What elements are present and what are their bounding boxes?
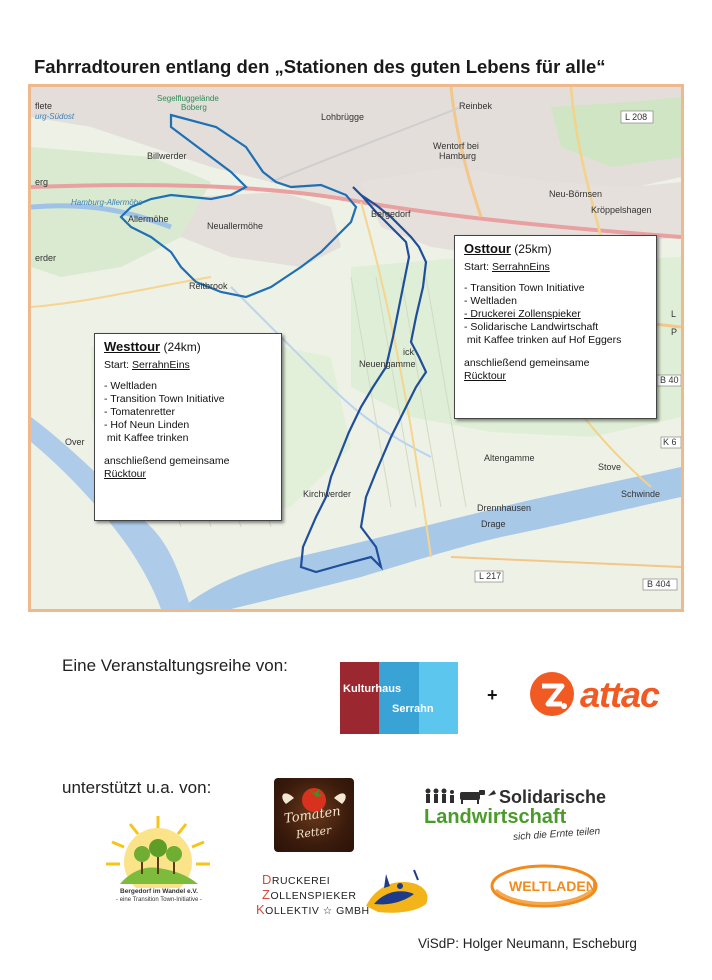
druckerei-initial: D xyxy=(262,872,272,887)
osttour-closing: anschließend gemeinsame xyxy=(464,357,590,369)
map-label-allermoehe: Allermöhe xyxy=(128,214,169,224)
organizers-label: Eine Veranstaltungsreihe von: xyxy=(62,656,288,675)
map-label-ick: ick xyxy=(403,347,414,357)
map-label-altengamme: Altengamme xyxy=(484,453,535,463)
weltladen-logo-text: WELTLADEN xyxy=(509,878,596,894)
map-label-reinbek: Reinbek xyxy=(459,101,493,111)
map-label-lohbruegge: Lohbrügge xyxy=(321,112,365,122)
westtour-heading xyxy=(104,340,272,354)
kulturhaus-logo-lightblue-block xyxy=(419,662,458,734)
druckerei-logo-line1 xyxy=(262,872,330,887)
westtour-station: - Tomatenretter xyxy=(104,406,176,418)
westtour-station-list xyxy=(104,380,272,445)
westtour-start-prefix: Start: xyxy=(104,359,133,371)
supporters-label: unterstützt u.a. von: xyxy=(62,778,212,797)
westtour-start xyxy=(104,359,272,372)
osttour-start xyxy=(464,261,647,274)
map-label-l217: L 217 xyxy=(479,571,502,581)
kulturhaus-serrahn-logo xyxy=(340,662,458,734)
map-label-erg: erg xyxy=(35,177,49,187)
solidarische-landwirtschaft-subtitle: Landwirtschaft xyxy=(424,806,567,828)
westtour-box xyxy=(94,333,282,521)
map-label-schwinde: Schwinde xyxy=(621,489,661,499)
map-label-k6: K 6 xyxy=(663,437,677,447)
tomatenretter-text: Retter xyxy=(295,823,333,842)
route-map xyxy=(28,84,684,612)
bergedorf-im-wandel-caption: Bergedorf im Wandel e.V. xyxy=(120,888,198,895)
map-label-l: L xyxy=(671,309,677,319)
osttour-station: mit Kaffee trinken auf Hof Eggers xyxy=(464,334,622,346)
map-label-neuengamme: Neuengamme xyxy=(359,359,416,369)
kulturhaus-logo-blue-block xyxy=(379,662,419,734)
westtour-station: - Transition Town Initiative xyxy=(104,393,225,405)
westtour-station: - Weltladen xyxy=(104,380,157,392)
osttour-start-prefix: Start: xyxy=(464,261,493,273)
druckerei-logo-line3 xyxy=(256,902,370,917)
map-label-boberg: Boberg xyxy=(181,103,207,112)
map-label-drennhausen: Drennhausen xyxy=(477,503,532,513)
osttour-station: - Solidarische Landwirtschaft xyxy=(464,321,599,333)
druckerei-bird-icon xyxy=(356,866,436,918)
map-label-billwerder: Billwerder xyxy=(147,151,187,161)
map-label-over: Over xyxy=(65,437,85,447)
map-label-erder: erder xyxy=(35,253,57,263)
visdp-footer: ViSdP: Holger Neumann, Escheburg xyxy=(418,936,637,951)
solidarische-landwirtschaft-slogan: sich die Ernte teilen xyxy=(512,825,601,844)
druckerei-logo-line2 xyxy=(262,887,356,902)
kulturhaus-logo-text: Serrahn xyxy=(392,703,434,715)
druckerei-word: RUCKEREI xyxy=(271,875,331,887)
osttour-station-list xyxy=(464,282,647,347)
osttour-station: - Transition Town Initiative xyxy=(464,282,585,294)
westtour-start-location: SerrahnEins xyxy=(132,359,190,371)
map-label-neuboernsen: Neu-Börnsen xyxy=(549,189,603,199)
map-label-hamburg-allermoehe: Hamburg-Allermöhe xyxy=(71,198,143,207)
map-label-reitbrook: Reitbrook xyxy=(189,281,228,291)
osttour-box xyxy=(454,235,657,419)
map-label-stove: Stove xyxy=(598,462,622,472)
map-label-drage: Drage xyxy=(481,519,506,529)
map-label-burg-suedost: urg-Südost xyxy=(35,112,75,121)
kulturhaus-logo-text: Kulturhaus xyxy=(343,683,402,695)
page-title: Fahrradtouren entlang den „Stationen des guten Lebens für alle“ xyxy=(34,56,606,77)
westtour-station: mit Kaffee trinken xyxy=(104,432,189,444)
map-label-l208: L 208 xyxy=(625,112,648,122)
osttour-station: - Weltladen xyxy=(464,295,517,307)
druckerei-initial: Z xyxy=(262,887,271,902)
westtour-ruecktour: Rücktour xyxy=(104,468,147,480)
attac-logo-text: attac xyxy=(580,674,660,715)
plus-sign: + xyxy=(487,685,498,705)
osttour-distance: (25km) xyxy=(514,242,552,256)
map-label-bergedorf: Bergedorf xyxy=(371,209,411,219)
westtour-closing: anschließend gemeinsame xyxy=(104,455,230,467)
westtour-name: Westtour xyxy=(104,339,161,354)
bergedorf-im-wandel-logo xyxy=(102,814,214,888)
osttour-ruecktour: Rücktour xyxy=(464,370,507,382)
druckerei-initial: K xyxy=(256,902,266,917)
kulturhaus-logo-red-block xyxy=(340,662,379,734)
map-label-hamburg: Hamburg xyxy=(439,151,477,161)
solidarische-landwirtschaft-title: Solidarische xyxy=(499,787,607,807)
attac-logo-icon xyxy=(528,670,576,718)
solawi-people-and-cow-icon xyxy=(424,786,498,806)
bergedorf-im-wandel-subcaption: - eine Transition Town-Initiative - xyxy=(116,897,202,903)
westtour-distance: (24km) xyxy=(163,340,201,354)
druckerei-word: OLLENSPIEKER xyxy=(270,890,357,902)
osttour-name: Osttour xyxy=(464,241,511,256)
osttour-station: - Druckerei Zollenspieker xyxy=(464,308,581,320)
osttour-start-location: SerrahnEins xyxy=(492,261,550,273)
druckerei-word: OLLEKTIV ☆ GMBH xyxy=(265,905,370,917)
map-label-p: P xyxy=(671,327,678,337)
map-label-b404: B 404 xyxy=(647,579,671,589)
map-label-neuallermoehe: Neuallermöhe xyxy=(207,221,264,231)
tomatenretter-text: Tomaten xyxy=(283,804,342,827)
map-label-segelfluggelaende: Segelfluggelände xyxy=(157,94,219,103)
map-label-b40: B 40 xyxy=(660,375,679,385)
map-label-kirchwerder: Kirchwerder xyxy=(303,489,352,499)
map-label-flete: flete xyxy=(35,101,53,111)
osttour-heading xyxy=(464,242,647,256)
map-label-wentorf: Wentorf bei xyxy=(433,141,479,151)
map-label-kroeppelshagen: Kröppelshagen xyxy=(591,205,652,215)
westtour-station: - Hof Neun Linden xyxy=(104,419,190,431)
